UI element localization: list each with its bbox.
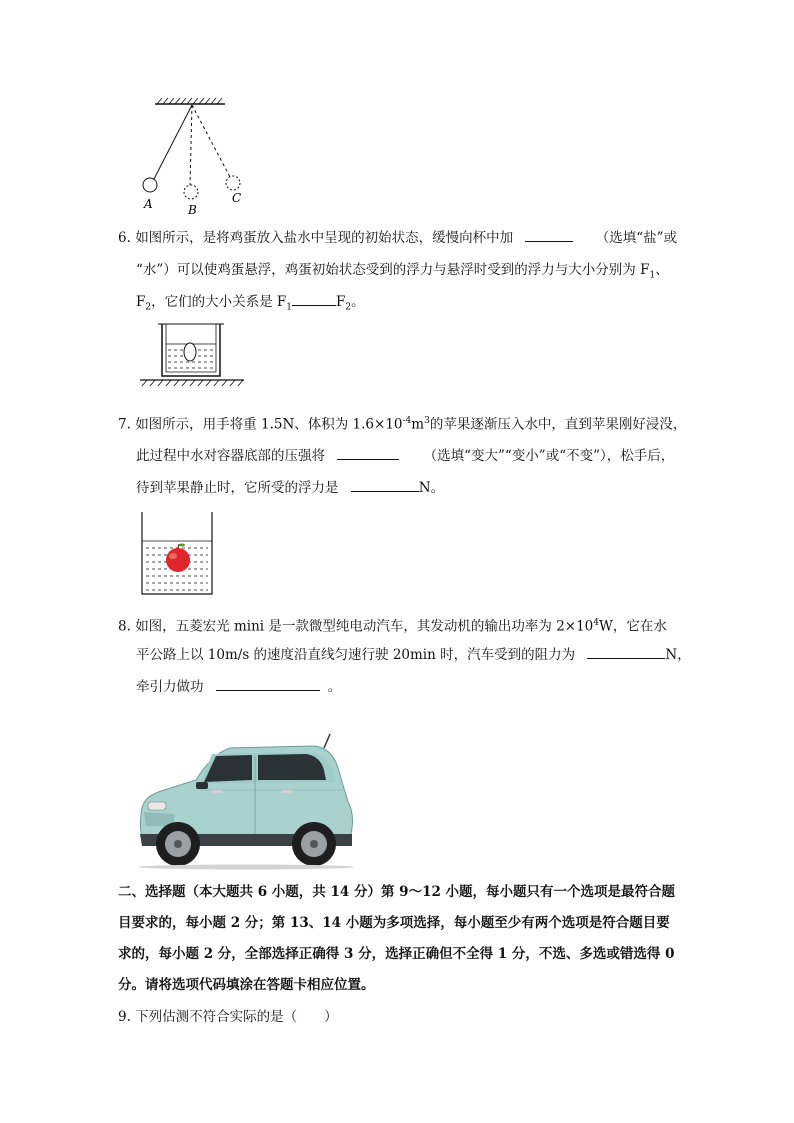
q8-text-2b: N， bbox=[665, 647, 691, 663]
section2-line-2: 目要求的，每小题 2 分；第 13、14 小题为多项选择，每小题至少有两个选项是符合题目要 bbox=[118, 915, 670, 931]
apple-container-figure bbox=[138, 510, 218, 600]
q8-text-3a: 牵引力做功 bbox=[136, 679, 204, 695]
q7-sup-1: -4 bbox=[402, 416, 412, 426]
egg-beaker-figure bbox=[138, 320, 248, 390]
q8-text-1b: W，它在水 bbox=[599, 618, 667, 635]
label-a: A bbox=[144, 197, 153, 211]
q6-line-3 bbox=[136, 292, 365, 318]
q6-text-3c: F bbox=[336, 294, 346, 310]
section2-line-3: 求的，每小题 2 分，全部选择正确得 3 分，选择正确但不全得 1 分，不选、多选或错选得 0 bbox=[118, 946, 675, 962]
q8-text-2a: 平公路上以 10m/s 的速度沿直线匀速行驶 20min 时，汽车受到的阻力为 bbox=[136, 647, 576, 663]
q6-number: 6. bbox=[118, 230, 131, 246]
q7-answer-blank-1[interactable] bbox=[337, 446, 399, 460]
q6-sub-2: 2 bbox=[145, 302, 152, 313]
section2-line-1: 二、选择题（本大题共 6 小题，共 14 分）第 9～12 小题，每小题只有一个选项是最符合题 bbox=[118, 884, 676, 900]
q8-sup-1: 4 bbox=[593, 618, 600, 628]
q9-text: 下列估测不符合实际的是（ ） bbox=[135, 1009, 338, 1025]
q7-number: 7. bbox=[118, 416, 131, 433]
q7-line-2 bbox=[136, 446, 674, 466]
q8-number: 8. bbox=[118, 618, 131, 635]
q7-text-2a: 此过程中水对容器底部的压强将 bbox=[136, 448, 325, 464]
q6-text-1b: （选填“盐”或 bbox=[595, 230, 678, 246]
q8-answer-blank-2[interactable] bbox=[216, 677, 320, 691]
q9-line bbox=[118, 1007, 338, 1027]
label-b: B bbox=[188, 203, 197, 217]
q8-text-1a: 如图，五菱宏光 mini 是一款微型纯电动汽车，其发动机的输出功率为 2×10 bbox=[135, 618, 594, 635]
q6-text-3a: F bbox=[136, 294, 146, 310]
q7-sup-2: 3 bbox=[424, 416, 430, 426]
q7-line-1 bbox=[118, 411, 686, 435]
q8-line-3 bbox=[136, 677, 341, 697]
q7-text-1c: 的苹果逐渐压入水中，直到苹果刚好浸没， bbox=[429, 416, 687, 433]
section2-line-4: 分。请将选项代码填涂在答题卡相应位置。 bbox=[118, 977, 375, 993]
q6-text-3b: ，它们的大小关系是 F bbox=[151, 294, 287, 310]
q7-text-1a: 如图所示，用手将重 1.5N、体积为 1.6×10 bbox=[135, 416, 403, 433]
label-c: C bbox=[232, 191, 242, 205]
q6-answer-blank-1[interactable] bbox=[525, 228, 573, 242]
q6-text-1a: 如图所示，是将鸡蛋放入盐水中呈现的初始状态，缓慢向杯中加 bbox=[135, 230, 514, 246]
q6-text-3d: 。 bbox=[351, 294, 365, 310]
q8-line-1 bbox=[118, 613, 667, 637]
q7-text-1b: m bbox=[411, 416, 425, 433]
q6-line-1 bbox=[118, 228, 677, 248]
q6-sub-3: 1 bbox=[286, 302, 293, 313]
q7-answer-blank-2[interactable] bbox=[351, 478, 419, 492]
pendulum-figure bbox=[140, 95, 240, 220]
car-illustration bbox=[134, 730, 370, 870]
q6-sub-1: 1 bbox=[649, 270, 656, 281]
q7-text-3b: N。 bbox=[418, 480, 445, 496]
q9-number: 9. bbox=[118, 1009, 131, 1025]
q6-text-2b: 、 bbox=[655, 262, 669, 278]
q8-answer-blank-1[interactable] bbox=[587, 645, 665, 659]
q6-answer-blank-2[interactable] bbox=[292, 292, 336, 306]
q6-line-2 bbox=[136, 260, 669, 286]
q7-text-2b: （选填“变大”“变小”或“不变”），松手后， bbox=[423, 448, 675, 464]
q6-sub-4: 2 bbox=[345, 302, 352, 313]
q8-text-3b: 。 bbox=[327, 679, 342, 695]
q6-text-2a: “水”）可以使鸡蛋悬浮，鸡蛋初始状态受到的浮力与悬浮时受到的浮力与大小分别为 F bbox=[136, 262, 650, 278]
q7-line-3 bbox=[136, 478, 444, 498]
q7-text-3a: 待到苹果静止时，它所受的浮力是 bbox=[136, 480, 339, 496]
q8-line-2 bbox=[136, 645, 691, 665]
